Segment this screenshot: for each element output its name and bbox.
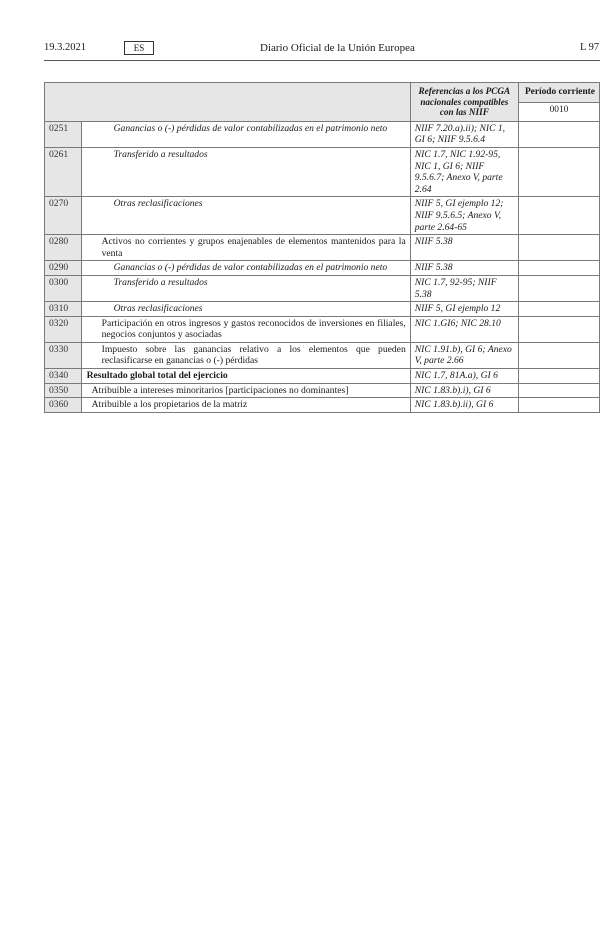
table-row [45, 398, 600, 413]
row-label: Resultado global total del ejercicio [81, 369, 410, 384]
table-row [45, 197, 600, 235]
row-value-cell[interactable] [518, 121, 599, 147]
row-code: 0270 [45, 197, 82, 235]
row-label: Atribuible a los propietarios de la matriz [81, 398, 410, 413]
table-row [45, 342, 600, 368]
row-reference: NIC 1.7, 92-95; NIIF 5.38 [410, 275, 518, 301]
journal-title: Diario Oficial de la Unión Europea [260, 42, 415, 54]
row-label: Atribuible a intereses minoritarios [participaciones no dominantes] [81, 383, 410, 398]
row-label: Otras reclasificaciones [81, 302, 410, 317]
table-row [45, 383, 600, 398]
page-reference: L 97 [580, 42, 600, 53]
table-row [45, 261, 600, 276]
row-label: Ganancias o (-) pérdidas de valor contabilizadas en el patrimonio neto [81, 121, 410, 147]
row-reference: NIIF 5, GI ejemplo 12 [410, 302, 518, 317]
language-badge: ES [124, 41, 154, 55]
row-reference: NIIF 5, GI ejemplo 12; NIIF 9.5.6.5; Anexo V, parte 2.64-65 [410, 197, 518, 235]
row-value-cell[interactable] [518, 398, 599, 413]
table-row [45, 121, 600, 147]
page-header [44, 38, 600, 60]
row-code: 0300 [45, 275, 82, 301]
row-label: Otras reclasificaciones [81, 197, 410, 235]
row-label: Transferido a resultados [81, 147, 410, 196]
row-code: 0350 [45, 383, 82, 398]
table-row [45, 275, 600, 301]
row-reference: NIC 1.83.b).i), GI 6 [410, 383, 518, 398]
row-label: Transferido a resultados [81, 275, 410, 301]
table-header-row [45, 83, 600, 103]
row-reference: NIC 1.GI6; NIC 28.10 [410, 316, 518, 342]
row-label: Impuesto sobre las ganancias relativo a los elementos que pueden reclasificarse en ganancias o (-) pérdidas [81, 342, 410, 368]
table-row [45, 316, 600, 342]
row-code: 0330 [45, 342, 82, 368]
row-code: 0280 [45, 235, 82, 261]
row-reference: NIIF 5.38 [410, 261, 518, 276]
row-reference: NIIF 5.38 [410, 235, 518, 261]
row-value-cell[interactable] [518, 342, 599, 368]
row-label: Participación en otros ingresos y gastos reconocidos de inversiones en filiales, negocios conjuntos y asociadas [81, 316, 410, 342]
row-value-cell[interactable] [518, 383, 599, 398]
row-code: 0310 [45, 302, 82, 317]
row-reference: NIIF 7.20.a).ii); NIC 1, GI 6; NIIF 9.5.6.4 [410, 121, 518, 147]
row-value-cell[interactable] [518, 235, 599, 261]
row-code: 0320 [45, 316, 82, 342]
column-code: 0010 [518, 103, 599, 121]
row-value-cell[interactable] [518, 275, 599, 301]
row-value-cell[interactable] [518, 369, 599, 384]
row-code: 0340 [45, 369, 82, 384]
report-table [44, 82, 600, 413]
row-code: 0290 [45, 261, 82, 276]
row-value-cell[interactable] [518, 302, 599, 317]
ref-column-header: Referencias a los PCGA nacionales compatibles con las NIIF [410, 83, 518, 122]
table-row [45, 147, 600, 196]
row-value-cell[interactable] [518, 261, 599, 276]
row-value-cell[interactable] [518, 197, 599, 235]
table-row [45, 369, 600, 384]
row-code: 0251 [45, 121, 82, 147]
row-reference: NIC 1.91.b), GI 6; Anexo V, parte 2.66 [410, 342, 518, 368]
publication-date: 19.3.2021 [44, 42, 86, 53]
header-rule [44, 60, 600, 61]
table-body [45, 121, 600, 412]
row-label: Ganancias o (-) pérdidas de valor contabilizadas en el patrimonio neto [81, 261, 410, 276]
row-reference: NIC 1.7, NIC 1.92-95, NIC 1, GI 6; NIIF 9.5.6.7; Anexo V, parte 2.64 [410, 147, 518, 196]
row-reference: NIC 1.83.b).ii), GI 6 [410, 398, 518, 413]
table-row [45, 302, 600, 317]
table-row [45, 235, 600, 261]
row-value-cell[interactable] [518, 316, 599, 342]
row-code: 0261 [45, 147, 82, 196]
period-column-header: Período corriente [518, 83, 599, 103]
row-code: 0360 [45, 398, 82, 413]
header-blank-cell [45, 83, 411, 122]
row-label: Activos no corrientes y grupos enajenables de elementos mantenidos para la venta [81, 235, 410, 261]
row-reference: NIC 1.7, 81A.a), GI 6 [410, 369, 518, 384]
row-value-cell[interactable] [518, 147, 599, 196]
